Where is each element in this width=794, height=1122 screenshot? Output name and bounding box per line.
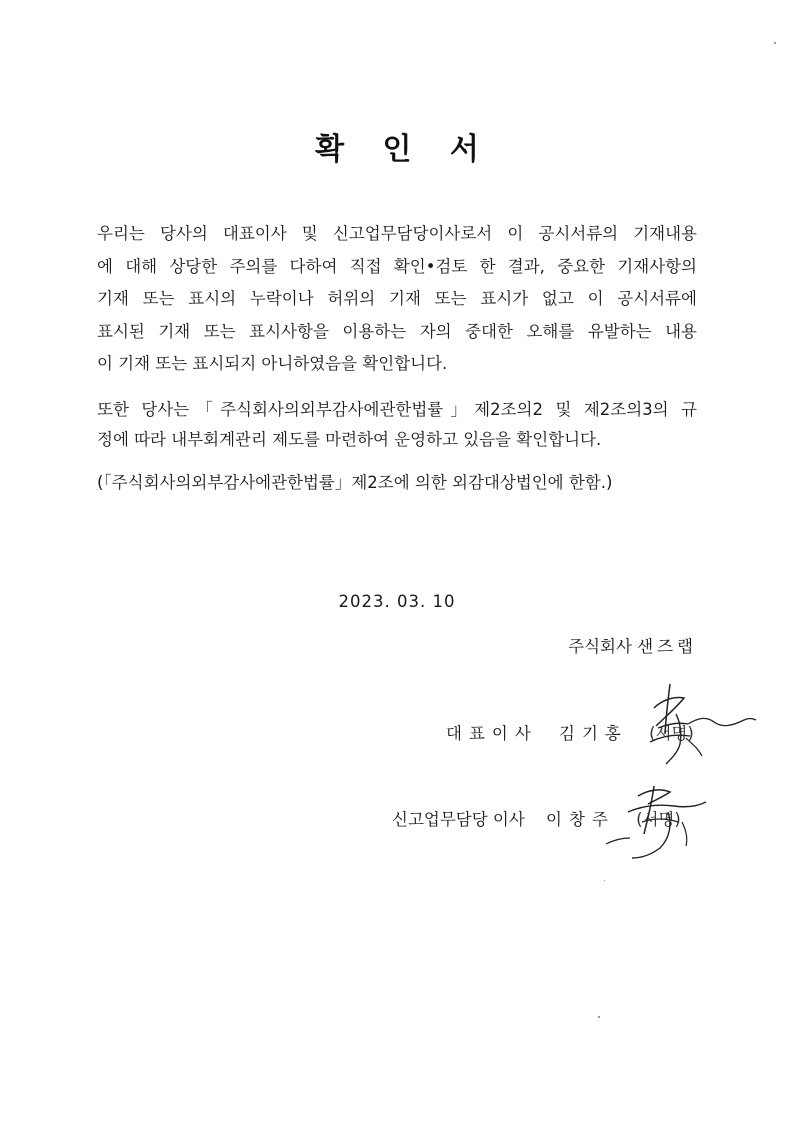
paragraph-line: 표시된 기재 또는 표시사항을 이용하는 자의 중대한 오해를 유발하는 내용 [97, 321, 697, 341]
signer-name: 김기홍 [559, 724, 628, 743]
signer-name: 이창주 [546, 810, 615, 829]
applicability-note [97, 468, 697, 498]
signer-role: 대표이사 [446, 724, 538, 743]
paragraph-line: 우리는 당사의 대표이사 및 신고업무담당이사로서 이 공시서류의 기재내용 [97, 224, 697, 243]
scan-speck [604, 880, 605, 881]
note-line: (「주식회사의외부감사에관한법률」제2조에 의한 외감대상법인에 한함.) [97, 473, 613, 492]
paragraph-line: 이 기재 또는 표시되지 아니하였음을 확인합니다. [97, 354, 448, 373]
company-prefix: 주식회사 [568, 637, 632, 656]
scan-speck [598, 1016, 600, 1018]
paragraph-line: 또한 당사는「주식회사의외부감사에관한법률」제2조의2 및 제2조의3의 규 [97, 400, 697, 419]
scan-speck [774, 42, 776, 44]
paragraph-line: 에 대해 상당한 주의를 다하여 직접 확인•검토 한 결과, 중요한 기재사항의 [97, 256, 697, 276]
signer-row-disclosure-officer [392, 806, 681, 830]
main-statement-paragraph [97, 218, 697, 381]
internal-control-paragraph [97, 395, 697, 455]
paragraph-line: 기재 또는 표시의 누락이나 허위의 기재 또는 표시가 없고 이 공시서류에 [97, 289, 697, 308]
signer-row-ceo [446, 720, 694, 744]
document-title: 확 인 서 [315, 132, 493, 167]
paragraph-line: 정에 따라 내부회계관리 제도를 마련하여 운영하고 있음을 확인합니다. [97, 430, 602, 449]
signature-label: (서명) [649, 724, 694, 743]
signature-label: (서명) [636, 810, 681, 829]
signer-role: 신고업무담당 이사 [392, 810, 525, 829]
company-name [568, 633, 697, 657]
document-date: 2023. 03. 10 [338, 592, 456, 611]
company-title: 샌즈랩 [637, 637, 697, 656]
